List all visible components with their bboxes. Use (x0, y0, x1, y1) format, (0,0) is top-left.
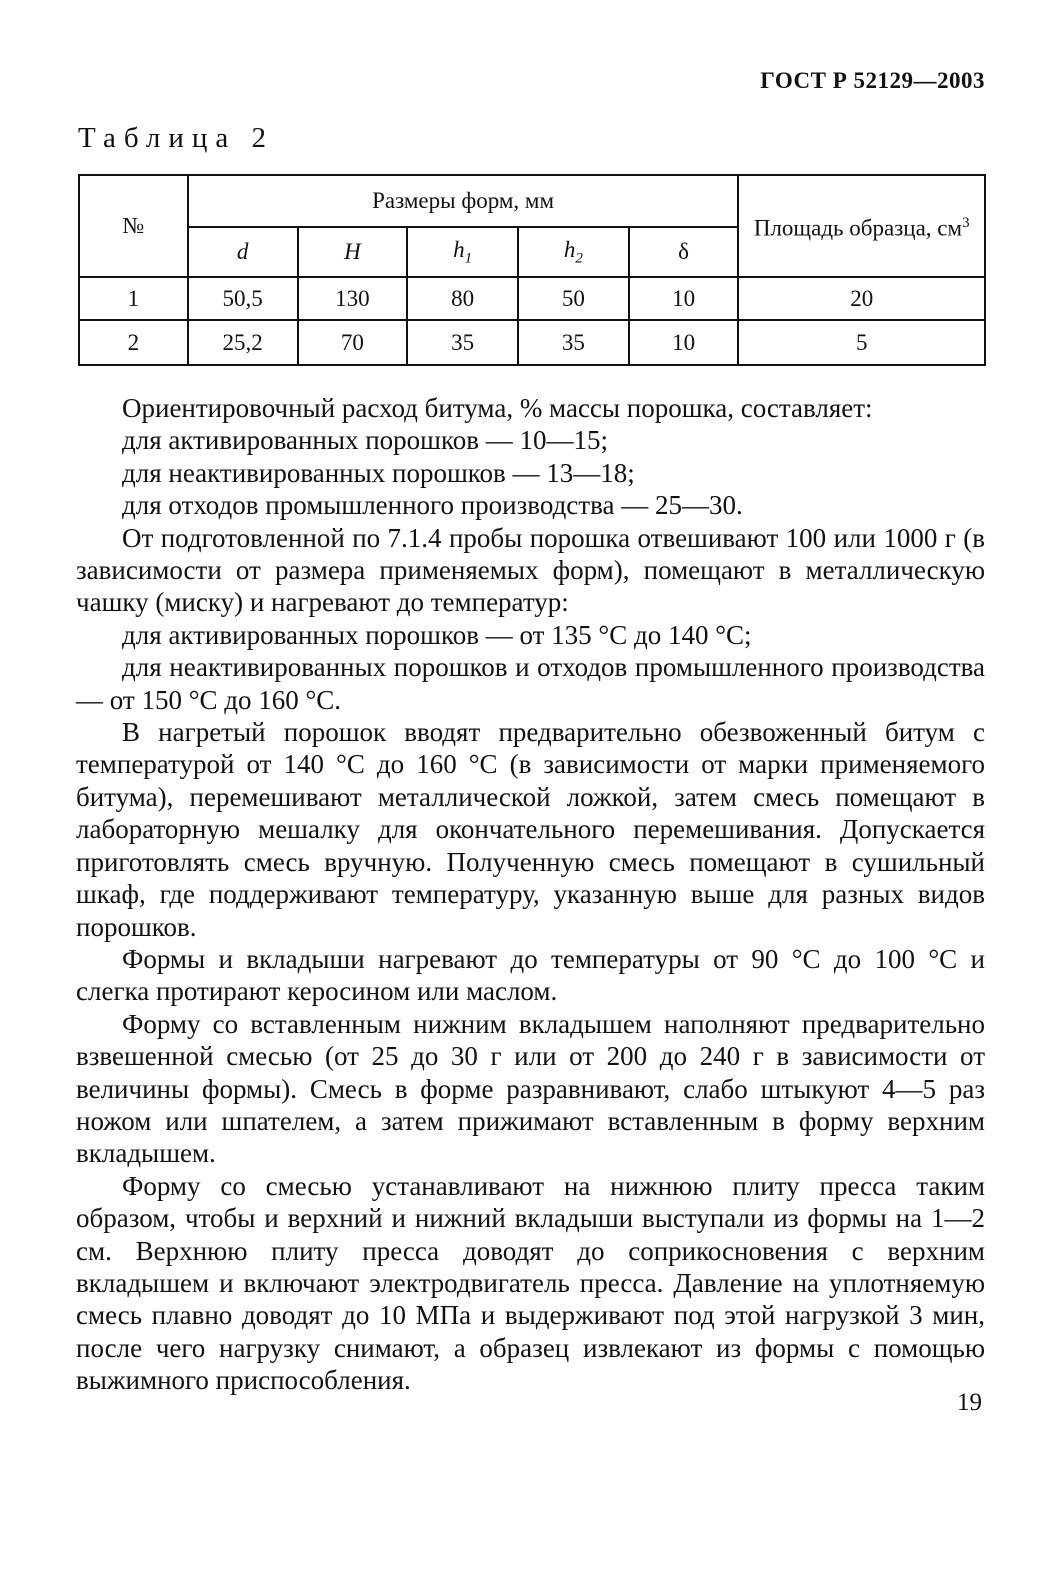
cell-h2: 35 (518, 320, 629, 365)
paragraph: для активированных порошков — от 135 °С до 140 °С; (122, 619, 752, 650)
form-sizes-header: Размеры форм, мм (188, 175, 739, 227)
paragraph: В нагретый порошок вводят предварительно обезвоженный битум с температурой от 140 °С до 160 °С (в зависимости от марки применяемого битума), перемешивают металлической ложкой, затем смесь помещают в лабораторную мешалку для окончательного перемешивания. Допускается приготовлять смесь вручную. Полученную смесь помещают в сушильный шкаф, где поддерживают температуру, указанную выше для разных видов порошков. (76, 717, 985, 942)
paragraph: для отходов промышленного производства — 25—30. (122, 490, 743, 521)
page-number: 19 (957, 1389, 982, 1416)
cell-area: 20 (738, 277, 985, 320)
document-code: ГОСТ Р 52129—2003 (760, 68, 985, 93)
table-row (79, 320, 985, 365)
cell-delta: 10 (629, 277, 739, 320)
cell-h1: 35 (407, 320, 518, 365)
cell-H: 130 (298, 277, 408, 320)
paragraph: Формы и вкладыши нагревают до температуры от 90 °С до 100 °С и слегка протирают керосином или маслом. (76, 943, 985, 1007)
table-row (79, 277, 985, 320)
dim-h1-header: $h_1$ (407, 227, 518, 277)
dim-h2-header: $h_2$ (518, 227, 629, 277)
row-number: 1 (79, 277, 188, 320)
cell-delta: 10 (629, 320, 739, 365)
paragraph: для неактивированных порошков — 13—18; (122, 457, 635, 488)
sample-area-header: Площадь образца, $см^3$ (738, 175, 985, 277)
paragraph: для неактивированных порошков и отходов промышленного производства — от 150 °С до 160 °С. (76, 652, 985, 715)
paragraph: для активированных порошков — 10—15; (122, 425, 608, 456)
paragraph: Ориентировочный расход битума, % массы порошка, составляет: (122, 393, 873, 423)
cell-h1: 80 (407, 277, 518, 320)
cell-h2: 50 (518, 277, 629, 320)
cell-H: 70 (298, 320, 408, 365)
dimensions-table (78, 174, 986, 366)
dim-delta-header: δ (629, 227, 739, 277)
cell-d: 25,2 (188, 320, 298, 365)
paragraph: Форму со смесью устанавливают на нижнюю плиту пресса таким образом, чтобы и верхний и нижний вкладыши выступали из формы на 1—2 см. Верхнюю плиту пресса доводят до соприкосновения с верхним вкладышем и включают электродвигатель пресса. Давление на уплотняемую смесь плавно доводят до 10 МПа и выдерживают под этой нагрузкой 3 мин, после чего нагрузку снимают, а образец извлекают из формы с помощью выжимного приспособления. (76, 1170, 985, 1396)
table-caption: Таблица 2 (78, 122, 275, 154)
paragraph: Форму со вставленным нижним вкладышем наполняют предварительно взвешенной смесью (от 25 до 30 г или от 200 до 240 г в зависимости от величины формы). Смесь в форме разравнивают, слабо штыкуют 4—5 раз ножом или шпателем, а затем прижимают вставленным в форму верхним вкладышем. (76, 1008, 985, 1169)
col-number-header: № (79, 175, 188, 277)
paragraph: От подготовленной по 7.1.4 пробы порошка отвешивают 100 или 1000 г (в зависимости от размера применяемых форм), помещают в металлическую чашку (миску) и нагревают до температур: (76, 522, 985, 618)
dim-d-header: d (188, 227, 298, 277)
dim-H-header: H (298, 227, 408, 277)
body-text (76, 392, 985, 1397)
cell-d: 50,5 (188, 277, 298, 320)
cell-area: 5 (738, 320, 985, 365)
row-number: 2 (79, 320, 188, 365)
